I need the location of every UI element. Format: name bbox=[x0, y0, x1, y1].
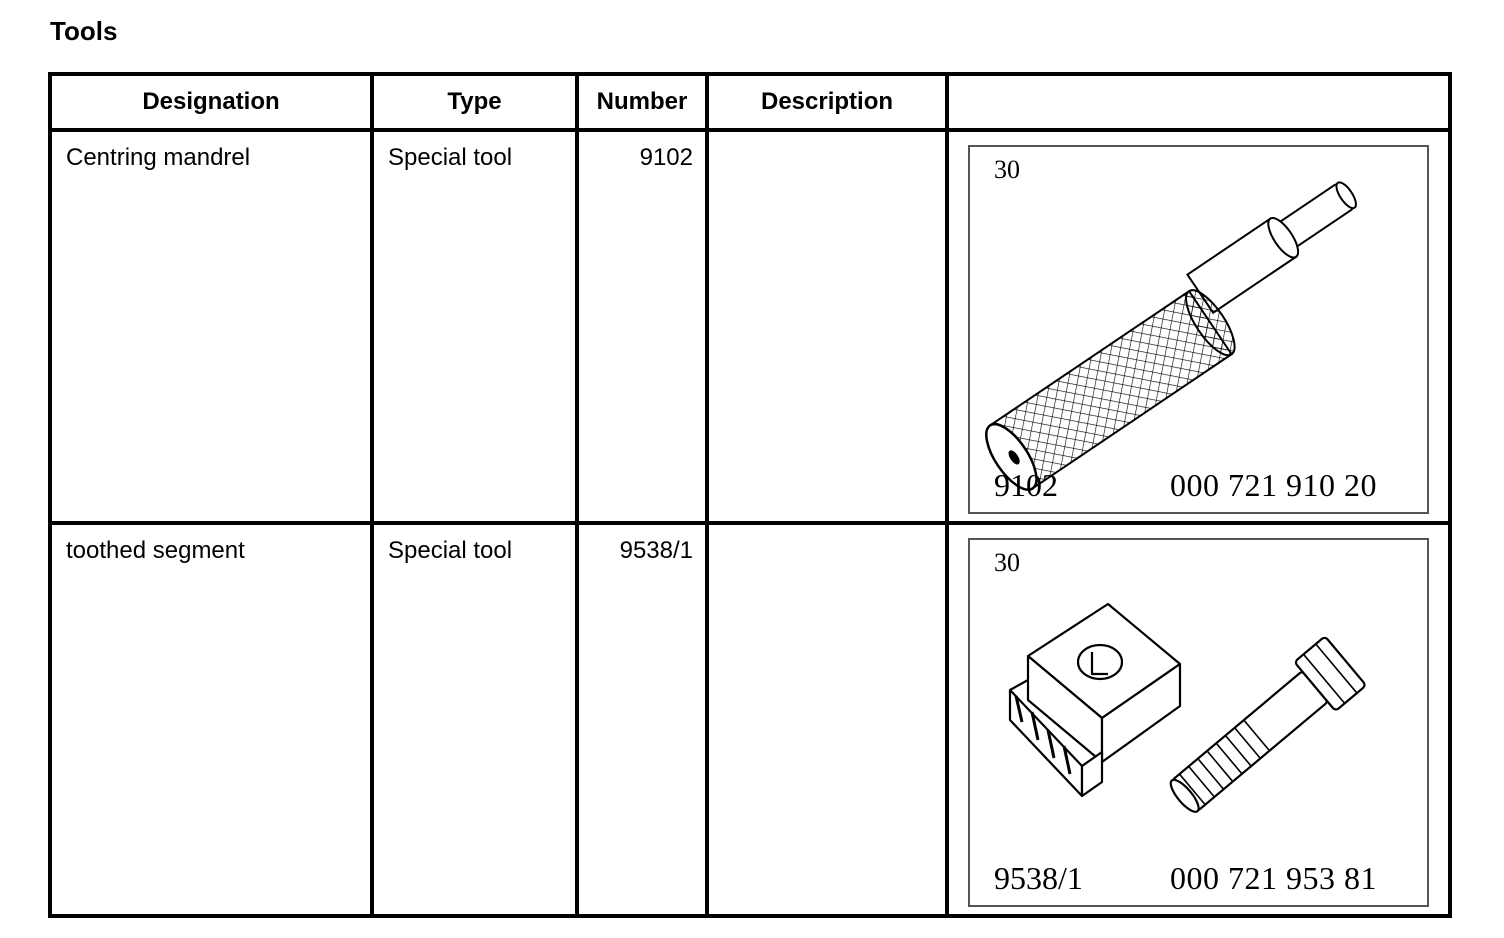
header-type: Type bbox=[372, 74, 577, 130]
type-text: Special tool bbox=[388, 144, 513, 171]
description-text bbox=[709, 132, 945, 144]
designation-text: toothed segment bbox=[66, 537, 245, 564]
toothed-segment-illustration-icon bbox=[970, 540, 1427, 905]
cell-description bbox=[707, 130, 947, 523]
header-image bbox=[947, 74, 1450, 130]
cell-type bbox=[372, 130, 577, 523]
cell-image bbox=[947, 130, 1450, 523]
image-tool-number: 9102 bbox=[994, 467, 1058, 503]
cell-image bbox=[947, 523, 1450, 916]
tool-image-box bbox=[968, 538, 1429, 907]
tool-image-box bbox=[968, 145, 1429, 514]
table-row bbox=[50, 523, 1450, 916]
cell-designation bbox=[50, 523, 372, 916]
table-row bbox=[50, 130, 1450, 523]
table-header-row bbox=[50, 74, 1450, 130]
cell-description bbox=[707, 523, 947, 916]
cell-designation bbox=[50, 130, 372, 523]
header-designation: Designation bbox=[50, 74, 372, 130]
image-part-number: 000 721 910 20 bbox=[1170, 467, 1377, 503]
cell-number bbox=[577, 523, 707, 916]
centring-mandrel-illustration-icon bbox=[970, 147, 1427, 512]
type-text: Special tool bbox=[388, 537, 513, 564]
image-code: 30 bbox=[994, 155, 1020, 184]
header-number: Number bbox=[577, 74, 707, 130]
cell-type bbox=[372, 523, 577, 916]
tools-table bbox=[48, 72, 1452, 918]
cell-number bbox=[577, 130, 707, 523]
header-description: Description bbox=[707, 74, 947, 130]
number-text: 9102 bbox=[639, 144, 693, 171]
image-part-number: 000 721 953 81 bbox=[1170, 860, 1377, 896]
image-tool-number: 9538/1 bbox=[994, 860, 1083, 896]
designation-text: Centring mandrel bbox=[66, 144, 251, 171]
number-text: 9538/1 bbox=[619, 537, 693, 564]
image-code: 30 bbox=[994, 548, 1020, 577]
description-text bbox=[709, 525, 945, 537]
page-title: Tools bbox=[50, 16, 118, 46]
